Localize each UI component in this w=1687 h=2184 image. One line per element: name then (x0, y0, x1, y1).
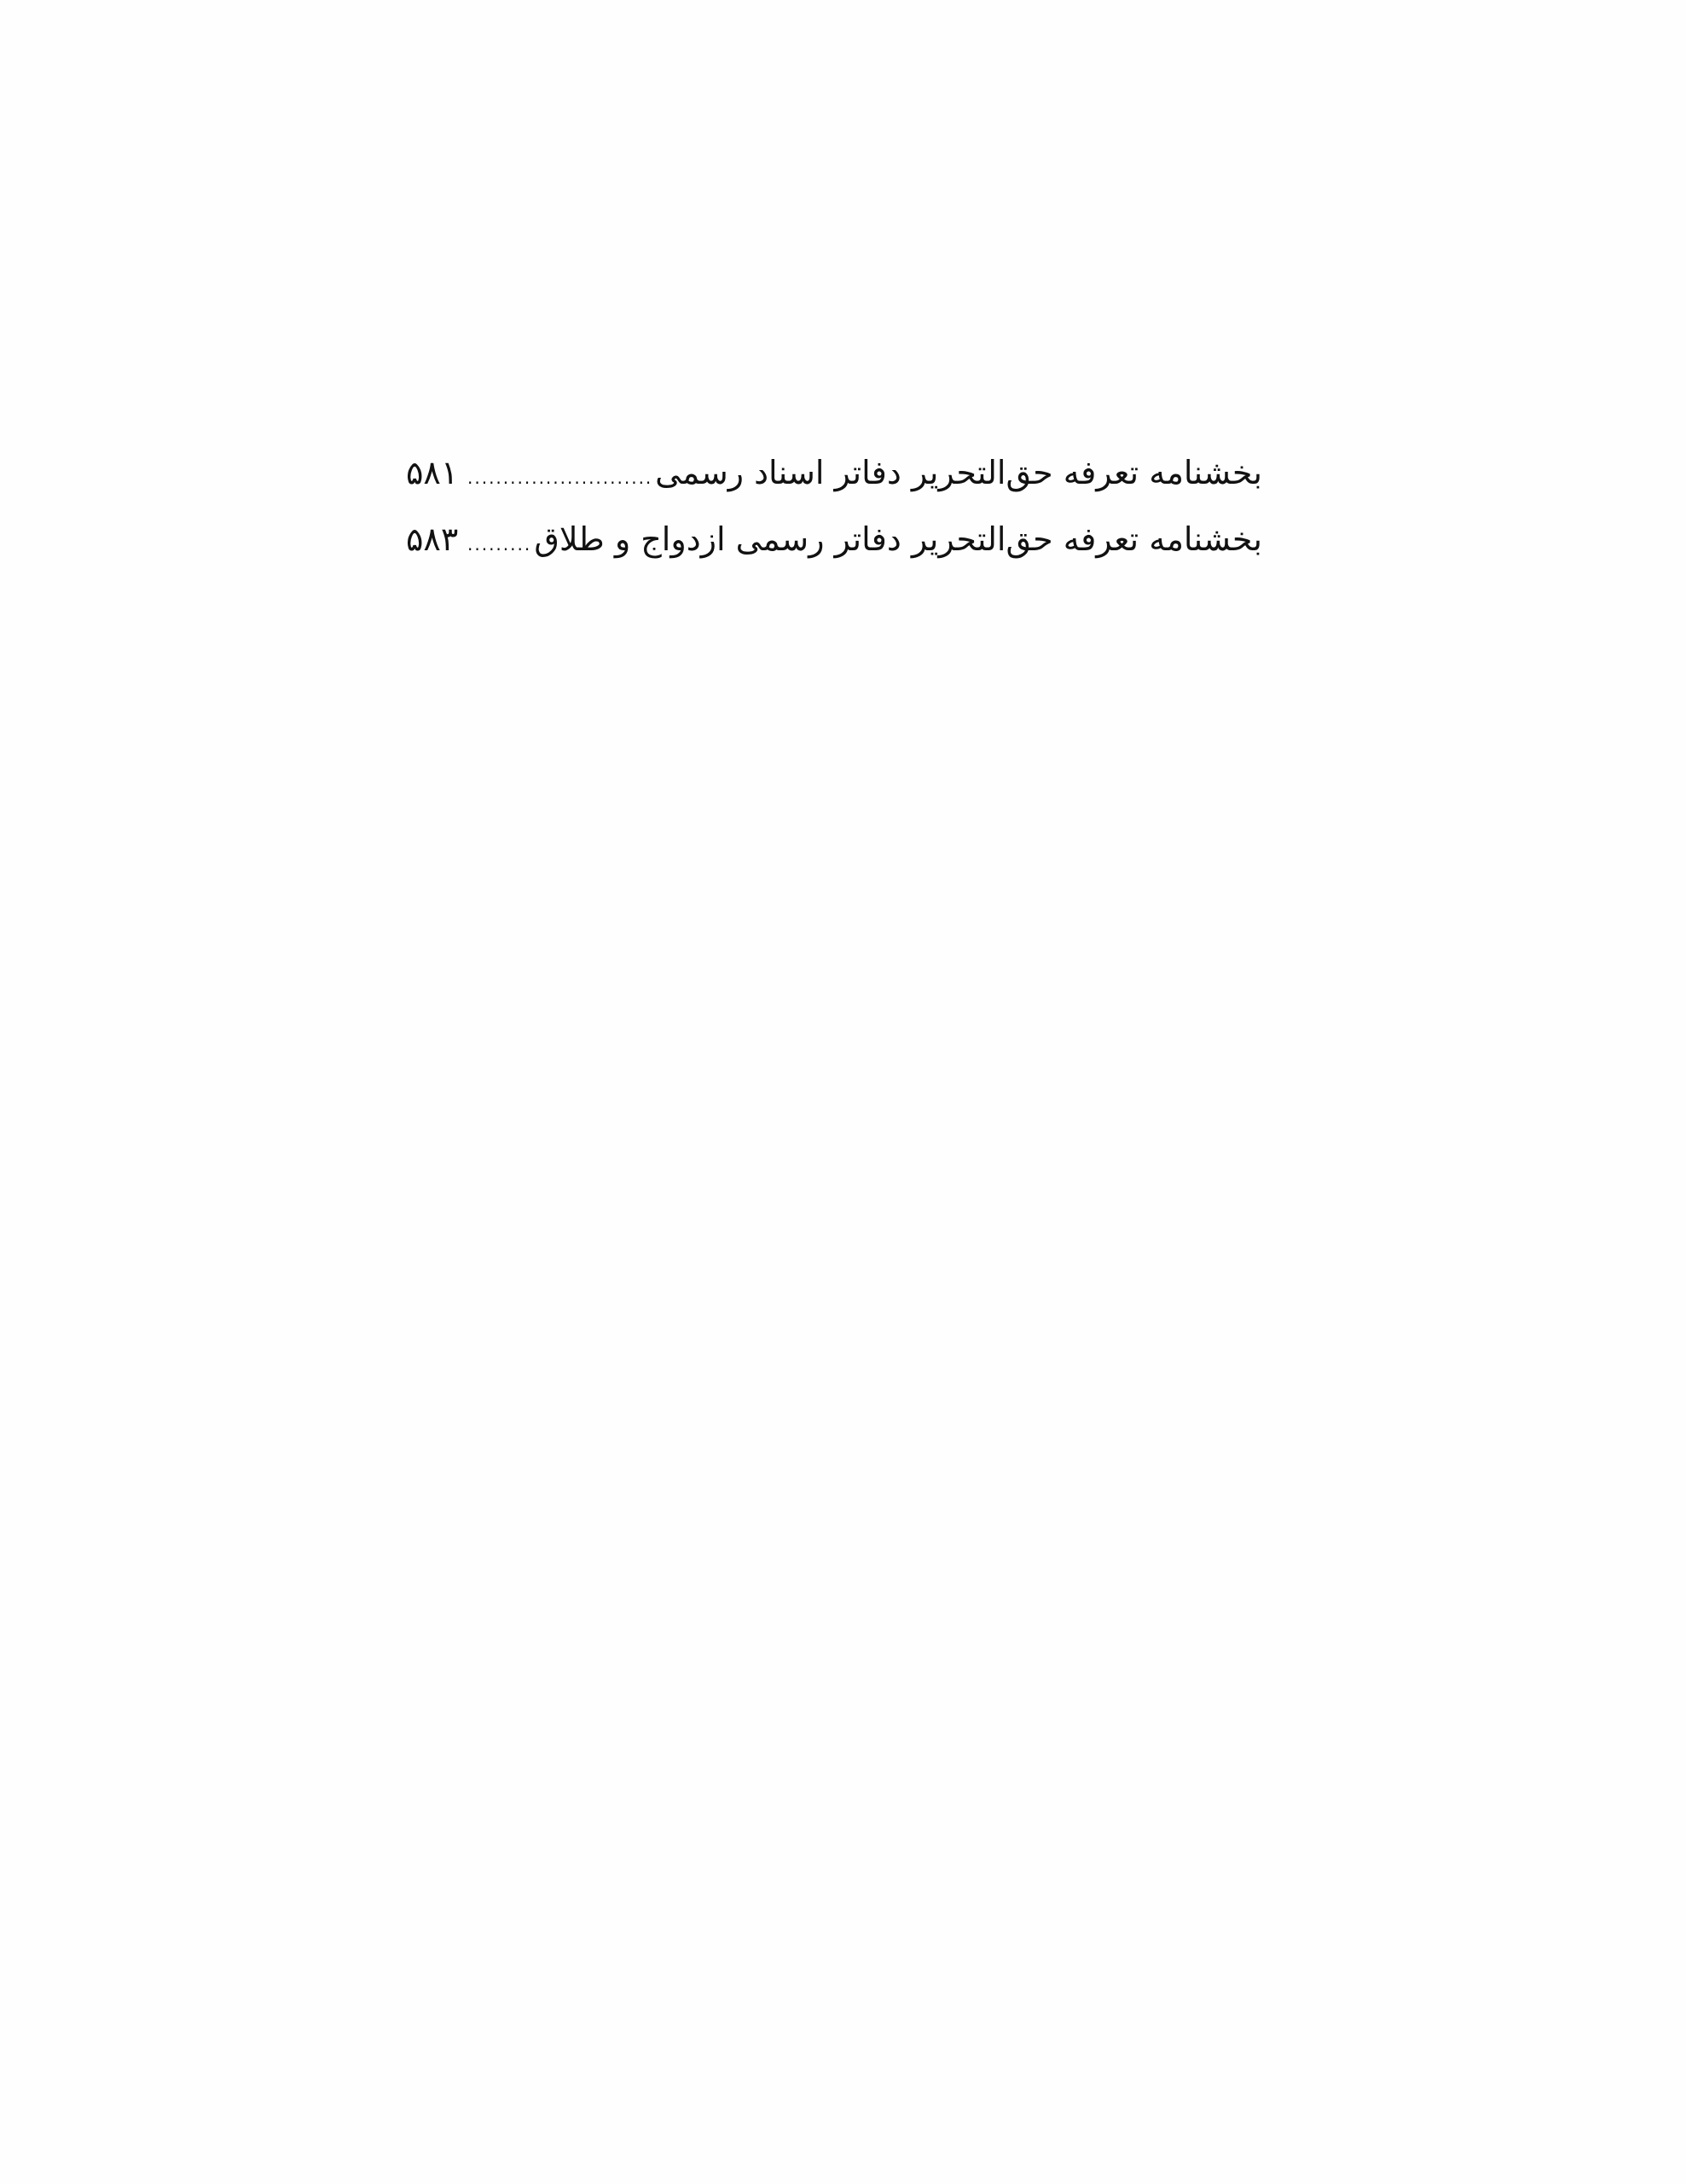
toc-entry-title: بخشنامه تعرفه حق‌التحریر دفاتر اسناد رسمی (655, 454, 1262, 491)
toc-entry-page-number: ۵۸۱ (406, 454, 459, 491)
toc-entry-title: بخشنامه تعرفه حق‌التحریر دفاتر رسمی ازدواج و طلاق (534, 520, 1262, 558)
dot-leader (467, 444, 650, 511)
toc-entry-page-number: ۵۸۳ (406, 520, 459, 558)
dot-leader (467, 511, 529, 578)
table-of-contents (406, 439, 1262, 572)
toc-entry (406, 506, 1262, 572)
toc-entry (406, 439, 1262, 506)
